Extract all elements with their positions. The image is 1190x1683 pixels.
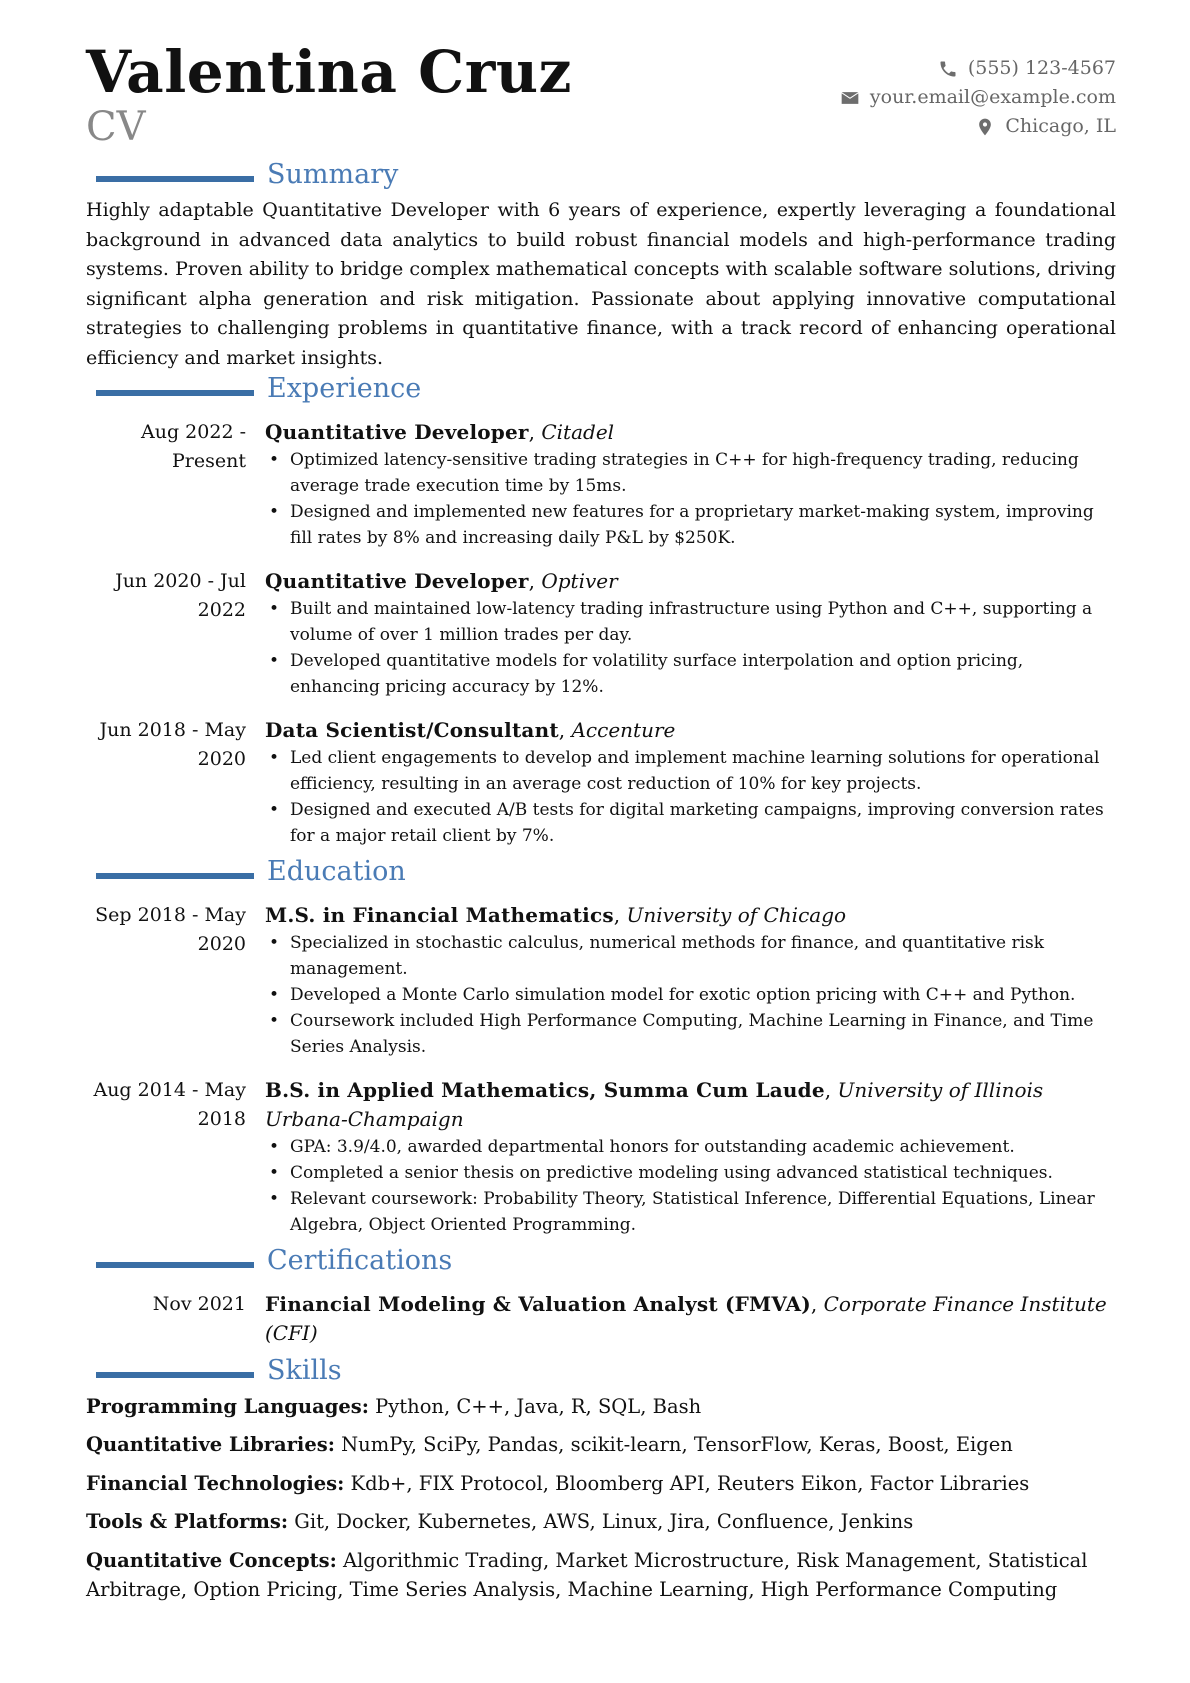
entry-role: Quantitative Developer [265, 568, 529, 593]
section-accent-bar [96, 176, 254, 182]
section-accent-bar [96, 390, 254, 396]
entry-degree: B.S. in Applied Mathematics, Summa Cum Laude [265, 1077, 825, 1102]
entry-bullets [265, 447, 1116, 551]
skill-value: Algorithmic Trading, Market Microstructure, Risk Management, Statistical Arbitrage, Option Pricing, Time Series Analysis, Machine Learning, High Performance Computing [86, 1548, 1088, 1601]
section-header-summary [86, 159, 1116, 196]
bullet-item: • Developed quantitative models for volatility surface interpolation and option pricing, enhancing pricing accuracy by 12%. [265, 648, 1116, 700]
entry-role: Data Scientist/Consultant [265, 717, 559, 742]
entry-title: Quantitative Developer, Citadel [265, 419, 615, 444]
person-name: Valentina Cruz [86, 38, 572, 106]
entry-org: University of Illinois Urbana-Champaign [265, 1077, 1044, 1131]
section-header-experience [86, 372, 1116, 410]
entry-date: Aug 2022 - Present [141, 420, 246, 472]
entry-date: Jun 2018 - May 2020 [99, 718, 246, 770]
section-title-skills: Skills [267, 1354, 342, 1386]
entry-title: Quantitative Developer, Optiver [265, 568, 618, 593]
entry-title: Financial Modeling & Valuation Analyst (FMVA), Corporate Finance Institute (CFI) [265, 1291, 1107, 1345]
entry-date: Sep 2018 - May 2020 [95, 903, 246, 955]
cv-header [86, 40, 1116, 160]
skill-row [86, 1392, 1116, 1421]
contact-email-text: your.email@example.com [869, 86, 1116, 108]
skill-label: Financial Technologies: [86, 1471, 345, 1495]
entry-date: Jun 2020 - Jul 2022 [115, 569, 246, 621]
section-title-experience: Experience [267, 372, 422, 404]
summary-text: Highly adaptable Quantitative Developer with 6 years of experience, expertly leveraging a foundational background in advanced data analytics to build robust financial models and high-performance trading systems. Proven ability to bridge complex mathematical concepts with scalable software solutions, driving significant alpha generation and risk mitigation. Passionate about applying innovative computational strategies to challenging problems in quantitative finance, with a track record of enhancing operational efficiency and market insights. [86, 199, 1116, 369]
entry-title: Data Scientist/Consultant, Accenture [265, 717, 676, 742]
entry-org: Corporate Finance Institute (CFI) [265, 1291, 1107, 1345]
experience-entry [86, 418, 1116, 559]
contact-location-text: Chicago, IL [1005, 115, 1116, 137]
skill-value: Kdb+, FIX Protocol, Bloomberg API, Reuters Eikon, Factor Libraries [350, 1471, 1030, 1495]
entry-certification: Financial Modeling & Valuation Analyst (FMVA) [265, 1291, 811, 1316]
section-title-education: Education [267, 855, 406, 887]
bullet-item: • Coursework included High Performance Computing, Machine Learning in Finance, and Time Series Analysis. [265, 1008, 1116, 1060]
certification-entry [86, 1290, 1116, 1356]
bullet-item: • GPA: 3.9/4.0, awarded departmental honors for outstanding academic achievement. [265, 1134, 1116, 1160]
skill-label: Quantitative Concepts: [86, 1548, 337, 1572]
section-accent-bar [96, 873, 254, 879]
cv-page [86, 40, 1116, 1613]
contact-phone-text: (555) 123-4567 [967, 57, 1116, 79]
phone-icon [938, 59, 958, 79]
entry-org: Citadel [541, 419, 615, 444]
entry-org: Optiver [541, 568, 618, 593]
skill-row [86, 1546, 1116, 1604]
contact-block [840, 54, 1116, 141]
section-title-certifications: Certifications [267, 1244, 453, 1276]
bullet-item: • Led client engagements to develop and implement machine learning solutions for operational efficiency, resulting in an average cost reduction of 10% for key projects. [265, 745, 1116, 797]
section-accent-bar [96, 1372, 254, 1378]
section-header-skills [86, 1354, 1116, 1392]
skills-list [86, 1392, 1116, 1604]
bullet-item: • Built and maintained low-latency trading infrastructure using Python and C++, supporting a volume of over 1 million trades per day. [265, 596, 1116, 648]
skill-row [86, 1430, 1116, 1459]
entry-org: Accenture [571, 717, 676, 742]
entry-bullets [265, 930, 1116, 1060]
skill-label: Tools & Platforms: [86, 1510, 289, 1534]
entry-bullets [265, 1134, 1116, 1238]
contact-phone[interactable] [840, 54, 1116, 83]
bullet-item: • Relevant coursework: Probability Theory, Statistical Inference, Differential Equations, Linear Algebra, Object Oriented Programming. [265, 1186, 1116, 1238]
contact-location [840, 112, 1116, 141]
entry-date: Nov 2021 [152, 1292, 246, 1315]
skill-value: Python, C++, Java, R, SQL, Bash [375, 1394, 702, 1418]
section-title-summary: Summary [267, 159, 399, 190]
entry-date: Aug 2014 - May 2018 [93, 1078, 246, 1130]
bullet-item: • Designed and implemented new features for a proprietary market-making system, improving fill rates by 8% and increasing daily P&L by $250K. [265, 499, 1116, 551]
entry-bullets [265, 596, 1116, 700]
section-header-education [86, 855, 1116, 893]
entry-title: B.S. in Applied Mathematics, Summa Cum Laude, University of Illinois Urbana-Champaign [265, 1077, 1044, 1131]
bullet-item: • Specialized in stochastic calculus, numerical methods for finance, and quantitative risk management. [265, 930, 1116, 982]
contact-email[interactable] [840, 83, 1116, 112]
section-accent-bar [96, 1262, 254, 1268]
document-subtitle: CV [86, 104, 146, 150]
bullet-item: • Optimized latency-sensitive trading strategies in C++ for high-frequency trading, reducing average trade execution time by 15ms. [265, 447, 1116, 499]
entry-role: Quantitative Developer [265, 419, 529, 444]
entry-degree: M.S. in Financial Mathematics [265, 902, 614, 927]
education-entry [86, 1076, 1116, 1246]
skill-value: NumPy, SciPy, Pandas, scikit-learn, TensorFlow, Keras, Boost, Eigen [341, 1433, 1013, 1457]
envelope-icon [840, 88, 860, 108]
education-entry [86, 901, 1116, 1068]
experience-entry [86, 567, 1116, 708]
section-header-certifications [86, 1244, 1116, 1282]
entry-org: University of Chicago [626, 902, 847, 927]
skill-value: Git, Docker, Kubernetes, AWS, Linux, Jira, Confluence, Jenkins [294, 1510, 914, 1534]
skill-label: Programming Languages: [86, 1394, 369, 1418]
skill-row [86, 1507, 1116, 1536]
skill-label: Quantitative Libraries: [86, 1433, 335, 1457]
bullet-item: • Designed and executed A/B tests for digital marketing campaigns, improving conversion rates for a major retail client by 7%. [265, 797, 1116, 849]
experience-entry [86, 716, 1116, 857]
map-pin-icon [975, 117, 995, 137]
bullet-item: • Developed a Monte Carlo simulation model for exotic option pricing with C++ and Python. [265, 982, 1116, 1008]
bullet-item: • Completed a senior thesis on predictive modeling using advanced statistical techniques. [265, 1160, 1116, 1186]
skill-row [86, 1469, 1116, 1498]
entry-title: M.S. in Financial Mathematics, University of Chicago [265, 902, 847, 927]
entry-bullets [265, 745, 1116, 849]
